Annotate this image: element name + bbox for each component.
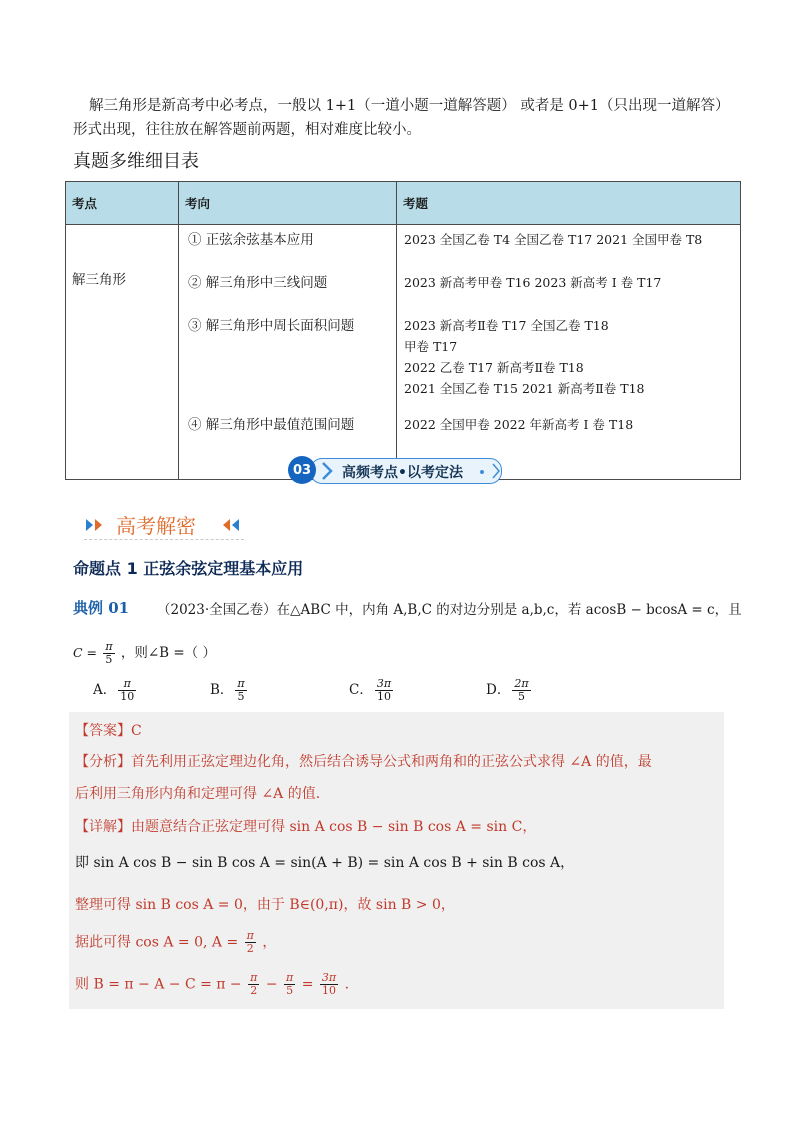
fraction-a: $\frac{\pi}{2}$ [246, 929, 254, 955]
direction-item-3: ③ 解三角形中周长面积问题 [188, 318, 355, 334]
answer-line: 【答案】C [75, 723, 142, 739]
topic-cell: 解三角形 [66, 225, 179, 480]
option-c-fraction: $\frac{3\pi}{10}$ [376, 677, 392, 703]
direction-item-4: ④ 解三角形中最值范围问题 [188, 417, 355, 433]
option-b-fraction: $\frac{\pi}{5}$ [237, 677, 245, 703]
double-arrow-left-icon [220, 517, 244, 533]
question-line-2 [73, 641, 216, 666]
gaokao-heading [84, 508, 244, 540]
proposition-title: 命题点 1 正弦余弦定理基本应用 [73, 559, 304, 578]
banner-title: 高频考点•以考定法 [342, 465, 463, 481]
header-direction: 考向 [179, 182, 397, 225]
question-line-1: （2023·全国乙卷）在△ABC 中，内角 A,B,C 的对边分别是 a,b,c，若 acosB − bcosA = c，且 [157, 602, 742, 618]
exam-line-3: 2023 新高考Ⅱ卷 T17 全国乙卷 T18 [404, 318, 609, 333]
intro-paragraph: 解三角形是新高考中必考点，一般以 1+1（一道小题一道解答题） 或者是 0+1（只出现一道解答）形式出现，往往放在解答题前两题，相对难度比较小。 [73, 98, 723, 138]
question-c-eq: C = [73, 645, 98, 660]
analysis-line-2: 后利用三角形内角和定理可得 ∠A 的值. [75, 786, 321, 802]
exam-line-1: 2023 全国乙卷 T4 全国乙卷 T17 2021 全国甲卷 T8 [404, 232, 703, 247]
heading-divider [84, 539, 244, 540]
option-d-fraction: $\frac{2\pi}{5}$ [514, 677, 529, 703]
fraction-term-1: $\frac{\pi}{2}$ [250, 971, 258, 997]
exam-line-4: 甲卷 T17 [404, 339, 458, 354]
catalog-table [65, 181, 741, 480]
detail-line-4: 据此可得 cos A = 0, A = $\frac{\pi}{2}$ ， [75, 929, 277, 955]
table-header-row [66, 182, 741, 225]
fraction-result: $\frac{3\pi}{10}$ [321, 971, 337, 997]
option-d[interactable]: D． $\frac{2\pi}{5}$ [486, 677, 529, 703]
double-arrow-right-icon [84, 517, 114, 533]
exam-line-6: 2021 全国乙卷 T15 2021 新高考Ⅱ卷 T18 [404, 381, 645, 396]
table-row [66, 225, 741, 480]
detail-line-2: 即 sin A cos B − sin B cos A = sin(A + B) = sin A cos B + sin B cos A， [75, 855, 575, 871]
analysis-line-1: 【分析】首先利用正弦定理边化角，然后结合诱导公式和两角和的正弦公式求得 ∠A 的值，最 [75, 754, 652, 770]
option-a-fraction: $\frac{\pi}{10}$ [120, 677, 135, 703]
question-ask: ，则∠B =（ ） [120, 645, 216, 661]
fraction-c: $\frac{\pi}{5}$ [105, 640, 113, 666]
direction-item-1: ① 正弦余弦基本应用 [188, 232, 314, 248]
banner-number-badge: 03 [288, 456, 316, 484]
header-exam: 考题 [397, 182, 741, 225]
detail-line-3: 整理可得 sin B cos A = 0，由于 B∈(0,π)，故 sin B > 0， [75, 897, 455, 913]
exam-cell [397, 225, 741, 480]
gaokao-title: 高考解密 [116, 514, 196, 538]
option-a[interactable]: A． $\frac{\pi}{10}$ [93, 677, 135, 703]
option-c[interactable]: C． $\frac{3\pi}{10}$ [349, 677, 392, 703]
exam-line-5: 2022 乙卷 T17 新高考Ⅱ卷 T18 [404, 360, 584, 375]
solution-box [69, 712, 724, 1009]
section-title: 真题多维细目表 [73, 151, 199, 172]
direction-item-2: ② 解三角形中三线问题 [188, 275, 328, 291]
example-label: 典例 01 [73, 599, 130, 617]
direction-cell [179, 225, 397, 480]
header-topic: 考点 [66, 182, 179, 225]
section-banner [288, 455, 506, 485]
detail-line-5: 则 B = π − A − C = π − $\frac{\pi}{2}$ − $\frac{\pi}{5}$ = $\frac{3\pi}{10}$ . [75, 971, 350, 997]
option-b[interactable]: B． $\frac{\pi}{5}$ [210, 677, 245, 703]
exam-line-7: 2022 全国甲卷 2022 年新高考 Ⅰ 卷 T18 [404, 417, 634, 432]
fraction-term-2: $\frac{\pi}{5}$ [286, 971, 294, 997]
exam-line-2: 2023 新高考甲卷 T16 2023 新高考 Ⅰ 卷 T17 [404, 275, 662, 290]
detail-line-1: 【详解】由题意结合正弦定理可得 sin A cos B − sin B cos A = sin C， [75, 819, 537, 835]
